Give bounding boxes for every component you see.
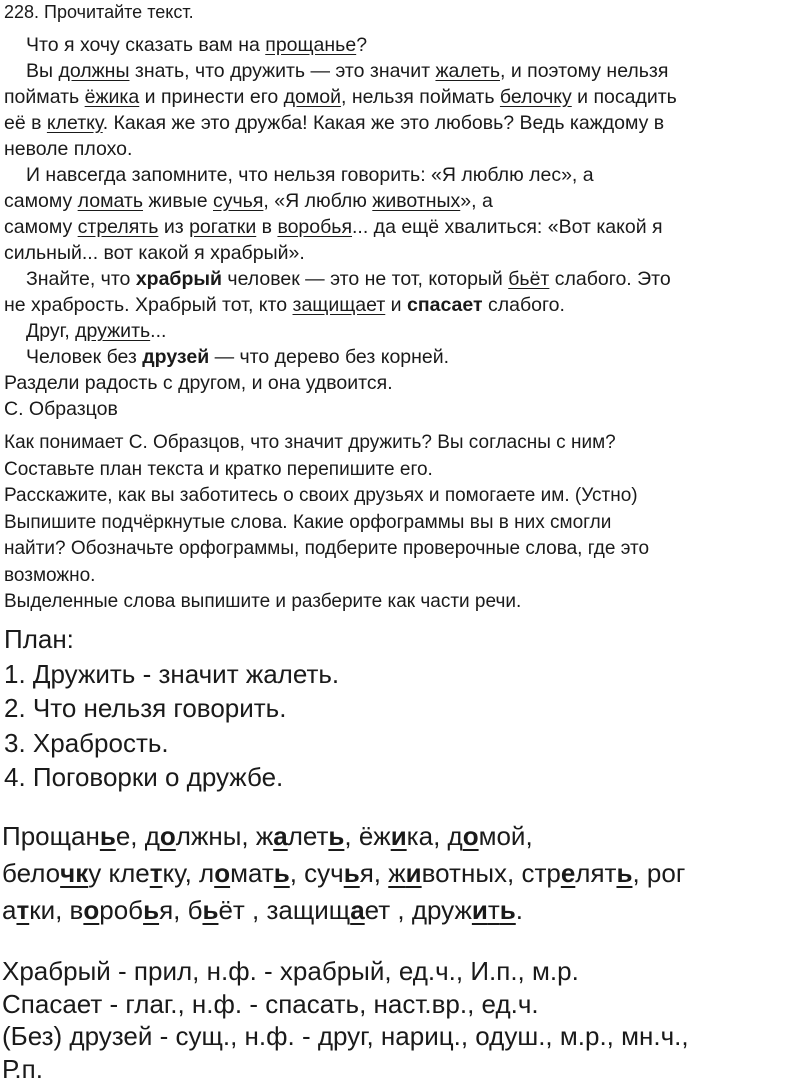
underlined-word: защищает [293, 294, 386, 316]
exercise-title: 228. Прочитайте текст. [4, 0, 194, 24]
underlined-word: ёжика [85, 86, 140, 108]
word-part: у кле [88, 858, 150, 888]
story-line [4, 162, 677, 188]
orthogram-words [2, 818, 685, 929]
plan-block [4, 622, 339, 795]
word-part: мат [230, 858, 274, 888]
underlined-word: домой [284, 86, 341, 108]
orthogram-mark: ь [202, 895, 218, 925]
parsing-line: Храбрый - прил, н.ф. - храбрый, ед.ч., И.п., м.р. [2, 955, 689, 988]
task-line: Выделенные слова выпишите и разберите как части речи. [4, 589, 649, 616]
word-part: , рог [632, 858, 685, 888]
underlined-word: рогатки [189, 216, 256, 238]
story-line [4, 318, 677, 344]
underlined-word: ломать [78, 190, 143, 212]
orthogram-line [2, 818, 685, 855]
text-run: ... [150, 320, 166, 342]
plan-item: 1. Дружить - значит жалеть. [4, 657, 339, 692]
orthogram-mark: е [561, 858, 575, 888]
story-text [4, 32, 677, 422]
story-line [4, 214, 677, 240]
orthogram-mark: и [391, 821, 407, 851]
word-part: вотных, стр [422, 858, 561, 888]
story-line [4, 84, 677, 110]
author: С. Образцов [4, 396, 677, 422]
text-run: , и поэтому нельзя [500, 60, 668, 82]
text-run: самому [4, 190, 78, 212]
orthogram-mark: о [83, 895, 99, 925]
word-part: ки, в [29, 895, 83, 925]
task-line: Как понимает С. Образцов, что значит дружить? Вы согласны с ним? [4, 430, 649, 457]
orthogram-mark: и [406, 858, 422, 888]
task-line: найти? Обозначьте орфограммы, подберите проверочные слова, где это [4, 536, 649, 563]
word-part: . [516, 895, 523, 925]
underlined-word: клетку [47, 112, 103, 134]
plan-title: План: [4, 622, 339, 657]
story-line [4, 292, 677, 318]
underlined-word: бьёт [508, 268, 549, 290]
underlined-word: дружить [75, 320, 150, 342]
text-run: поймать [4, 86, 85, 108]
word-part: бело [2, 858, 60, 888]
word-part: ж [388, 858, 405, 888]
task-line: Составьте план текста и кратко перепишите его. [4, 457, 649, 484]
word-part: , суч [290, 858, 344, 888]
underlined-word: животных [372, 190, 460, 212]
text-run: её в [4, 112, 47, 134]
bold-word: друзей [142, 346, 209, 368]
parsing-block [2, 955, 689, 1085]
task-line: Выпишите подчёркнутые слова. Какие орфограммы вы в них смогли [4, 510, 649, 537]
parsing-line: Р.п. [2, 1053, 689, 1085]
text-run: знать, что дружить — это значит [129, 60, 435, 82]
text-run: и посадить [572, 86, 677, 108]
orthogram-mark: т [16, 895, 29, 925]
orthogram-line [2, 855, 685, 892]
underlined-word: воробья [277, 216, 352, 238]
text-run: , нельзя поймать [341, 86, 500, 108]
text-run: », а [460, 190, 493, 212]
text-run: ? [356, 34, 367, 56]
underlined-word: сучья [213, 190, 263, 212]
word-part: т [488, 895, 500, 925]
text-run: в [256, 216, 277, 238]
orthogram-mark: а [350, 895, 364, 925]
plan-item: 3. Храбрость. [4, 726, 339, 761]
word-part: Прощан [2, 821, 100, 851]
orthogram-mark: ь [616, 858, 632, 888]
bold-word: спасает [407, 294, 483, 316]
word-part: я, б [159, 895, 202, 925]
text-run: Друг, [26, 320, 75, 342]
word-part: е, д [116, 821, 160, 851]
text-run: ... да ещё хвалиться: «Вот какой я [352, 216, 663, 238]
orthogram-line [2, 892, 685, 929]
word-part: лет [288, 821, 329, 851]
text-run: слабого. [483, 294, 565, 316]
word-part: а [2, 895, 16, 925]
story-line [4, 136, 677, 162]
word-part: ет , друж [365, 895, 472, 925]
plan-item: 4. Поговорки о дружбе. [4, 760, 339, 795]
parsing-line: (Без) друзей - сущ., н.ф. - друг, нариц., одуш., м.р., мн.ч., [2, 1020, 689, 1053]
story-line [4, 110, 677, 136]
text-run: Вы [26, 60, 58, 82]
orthogram-mark: и [472, 895, 488, 925]
story-line: Раздели радость с другом, и она удвоится. [4, 370, 677, 396]
text-run: Знайте, что [26, 268, 136, 290]
underlined-word: прощанье [265, 34, 356, 56]
text-run: . Какая же это дружба! Какая же это любовь? Ведь каждому в [103, 112, 664, 134]
plan-item: 2. Что нельзя говорить. [4, 691, 339, 726]
word-part: мой, [479, 821, 533, 851]
text-run: слабого. Это [549, 268, 670, 290]
word-part: я, [360, 858, 389, 888]
parsing-line: Спасает - глаг., н.ф. - спасать, наст.вр., ед.ч. [2, 988, 689, 1021]
word-part: ёт , защищ [218, 895, 350, 925]
text-run: человек — это не тот, который [222, 268, 508, 290]
text-run: , «Я люблю [263, 190, 372, 212]
text-run: живые [143, 190, 213, 212]
underlined-word: жалеть [435, 60, 500, 82]
tasks-block [4, 430, 649, 616]
underlined-word: должны [58, 60, 129, 82]
text-run: и принести его [139, 86, 283, 108]
underlined-word: белочку [500, 86, 572, 108]
task-line: Расскажите, как вы заботитесь о своих друзьях и помогаете им. (Устно) [4, 483, 649, 510]
text-run: из [158, 216, 189, 238]
orthogram-mark: т [150, 858, 163, 888]
orthogram-mark: ь [274, 858, 290, 888]
orthogram-mark: о [463, 821, 479, 851]
word-part: роб [99, 895, 143, 925]
orthogram-mark: о [214, 858, 230, 888]
text-run: — что дерево без корней. [209, 346, 449, 368]
word-part: ку, л [163, 858, 215, 888]
story-line [4, 240, 677, 266]
word-part: лжны, ж [176, 821, 273, 851]
story-line [4, 266, 677, 292]
orthogram-mark: ь [100, 821, 116, 851]
orthogram-mark: ь [344, 858, 360, 888]
orthogram-mark: ь [143, 895, 159, 925]
task-line: возможно. [4, 563, 649, 590]
orthogram-mark: а [273, 821, 287, 851]
story-line [4, 188, 677, 214]
text-run: неволе плохо. [4, 138, 132, 160]
story-line [4, 344, 677, 370]
word-part: , ёж [344, 821, 390, 851]
text-run: не храбрость. Храбрый тот, кто [4, 294, 293, 316]
orthogram-mark: ь [328, 821, 344, 851]
text-run: сильный... вот какой я храбрый». [4, 242, 305, 264]
text-run: самому [4, 216, 78, 238]
story-line [4, 58, 677, 84]
story-line [4, 32, 677, 58]
bold-word: храбрый [136, 268, 222, 290]
text-run: и [385, 294, 407, 316]
text-run: Что я хочу сказать вам на [26, 34, 265, 56]
word-part: лят [575, 858, 616, 888]
underlined-word: стрелять [78, 216, 159, 238]
orthogram-mark: чк [60, 858, 88, 888]
text-run: Человек без [26, 346, 142, 368]
orthogram-mark: о [160, 821, 176, 851]
orthogram-mark: ь [500, 895, 516, 925]
word-part: ка, д [407, 821, 463, 851]
text-run: И навсегда запомните, что нельзя говорить: «Я люблю лес», а [26, 164, 594, 186]
